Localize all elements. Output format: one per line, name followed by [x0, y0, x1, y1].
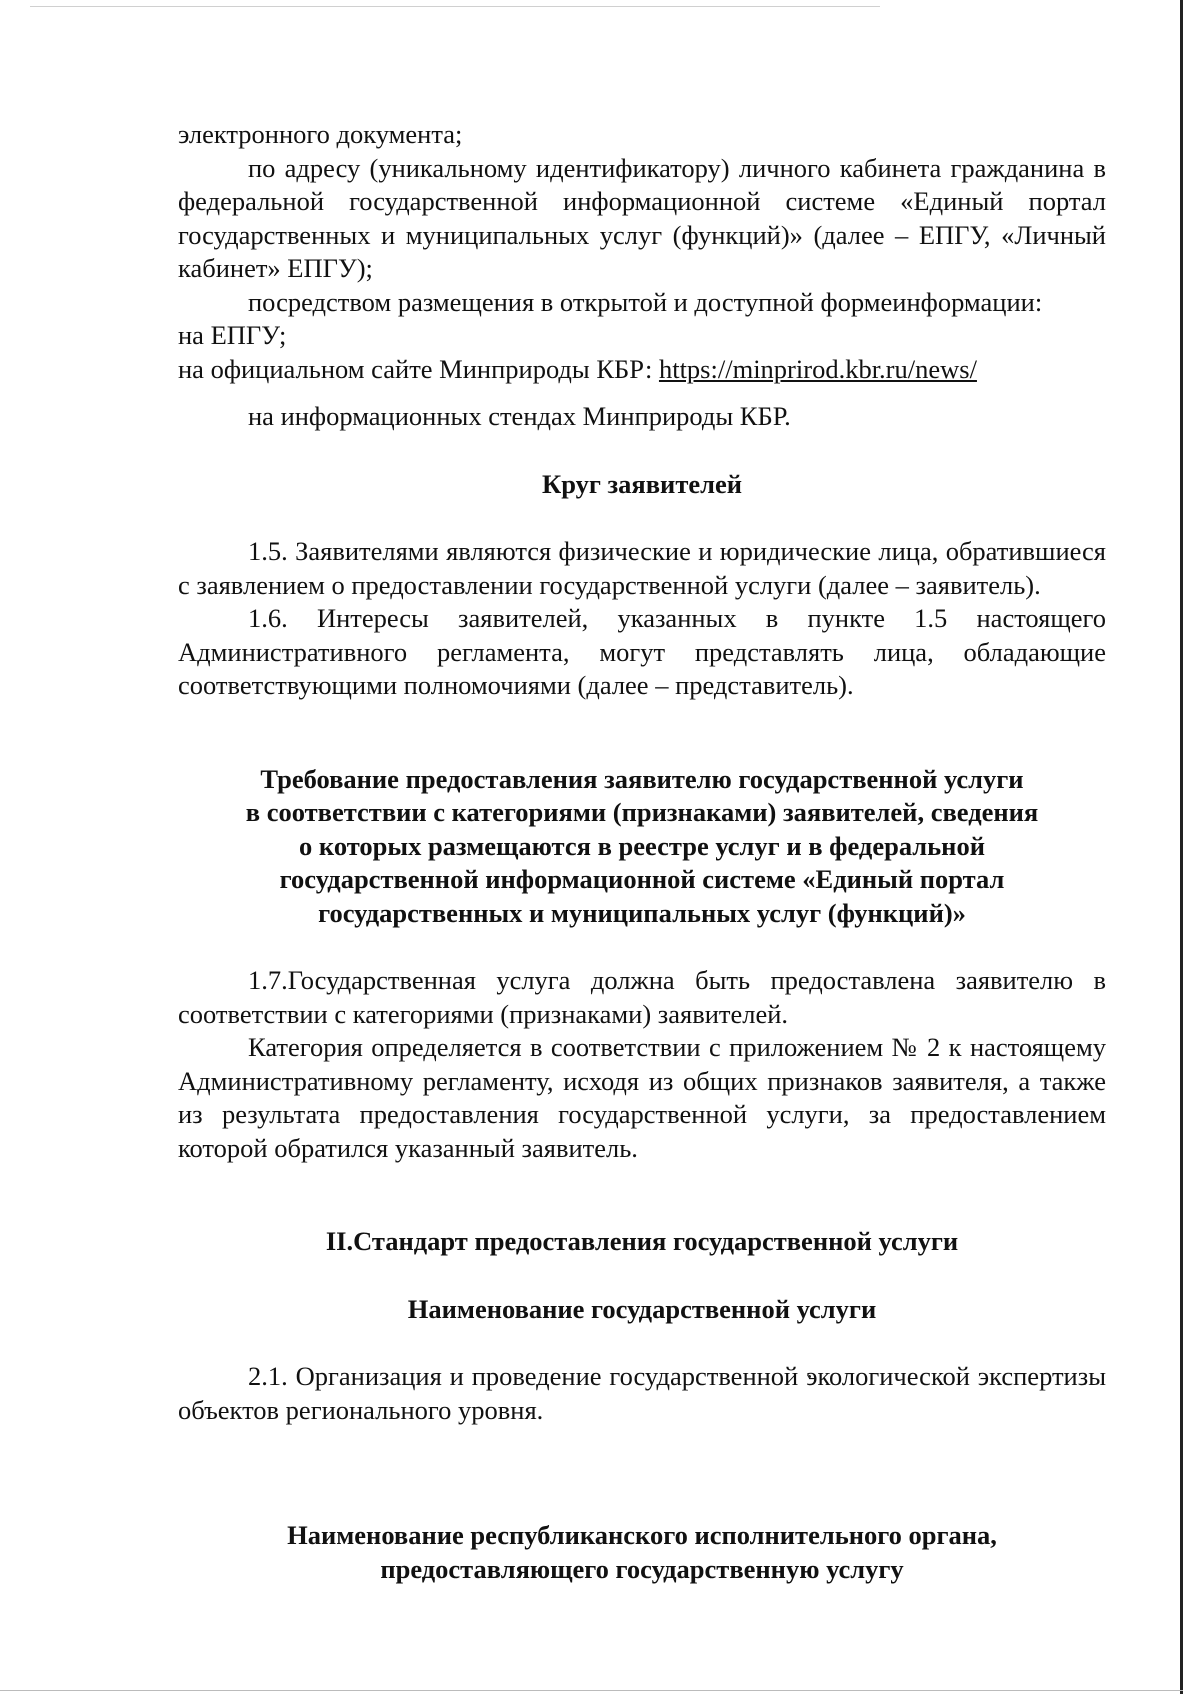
site-prefix: на официальном сайте Минприроды КБР:: [178, 353, 659, 384]
heading-section-2: II.Стандарт предоставления государственной услуги: [325, 1226, 959, 1256]
paragraph-address: по адресу (уникальному идентификатору) личного кабинета гражданина в федеральной государственной информационной системе «Единый портал государственных и муниципальных услуг (функций)» (далее – ЕПГУ, «Личный кабинет» ЕПГУ);: [178, 152, 1106, 283]
heading-service-name: Наименование государственной услуги: [407, 1293, 877, 1324]
document-page: [178, 118, 1106, 1586]
heading-authority: [178, 1519, 1106, 1586]
heading-applicants: Круг заявителей: [541, 468, 742, 499]
heading-requirement: [178, 763, 1106, 931]
paragraph-continuation: электронного документа;: [178, 119, 463, 149]
paragraph-epgu: на ЕПГУ;: [178, 320, 287, 350]
heading-requirement-line: государственной информационной системе «Единый портал: [279, 864, 1005, 894]
paragraph-official-site: [178, 353, 1106, 387]
heading-authority-line: предоставляющего государственную услугу: [380, 1553, 904, 1584]
paragraph-1-5: 1.5. Заявителями являются физические и юридические лица, обратившиеся с заявлением о предоставлении государственной услуги (далее – заявитель).: [178, 536, 1106, 600]
scan-edge-top: [30, 6, 880, 7]
heading-requirement-line: государственных и муниципальных услуг (функций)»: [318, 897, 966, 928]
heading-requirement-line: в соответствии с категориями (признаками) заявителей, сведения: [245, 797, 1039, 827]
paragraph-1-7: 1.7.Государственная услуга должна быть предоставлена заявителю в соответствии с категориями (признаками) заявителей.: [178, 965, 1106, 1029]
paragraph-2-1: 2.1. Организация и проведение государственной экологической экспертизы объектов регионального уровня.: [178, 1361, 1106, 1425]
heading-requirement-line: Требование предоставления заявителю государственной услуги: [260, 763, 1024, 794]
scan-edge-bottom: [0, 1690, 1183, 1691]
paragraph-1-6: 1.6. Интересы заявителей, указанных в пункте 1.5 настоящего Административного регламента, могут представлять лица, обладающие соответствующими полномочиями (далее – представитель).: [178, 603, 1106, 700]
minprirod-news-link[interactable]: https://minprirod.kbr.ru/news/: [658, 353, 977, 384]
paragraph-stands: на информационных стендах Минприроды КБР.: [248, 401, 791, 431]
scan-edge-right: [1180, 0, 1183, 1694]
paragraph-category: Категория определяется в соответствии с приложением № 2 к настоящему Административному регламенту, исходя из общих признаков заявителя, а также из результата предоставления государственной услуги, за предоставлением которой обратился указанный заявитель.: [178, 1032, 1106, 1163]
paragraph-posting: посредством размещения в открытой и доступной формеинформации:: [248, 286, 1043, 317]
heading-requirement-line: о которых размещаются в реестре услуг и в федеральной: [299, 830, 985, 861]
heading-authority-line: Наименование республиканского исполнительного органа,: [287, 1520, 997, 1550]
